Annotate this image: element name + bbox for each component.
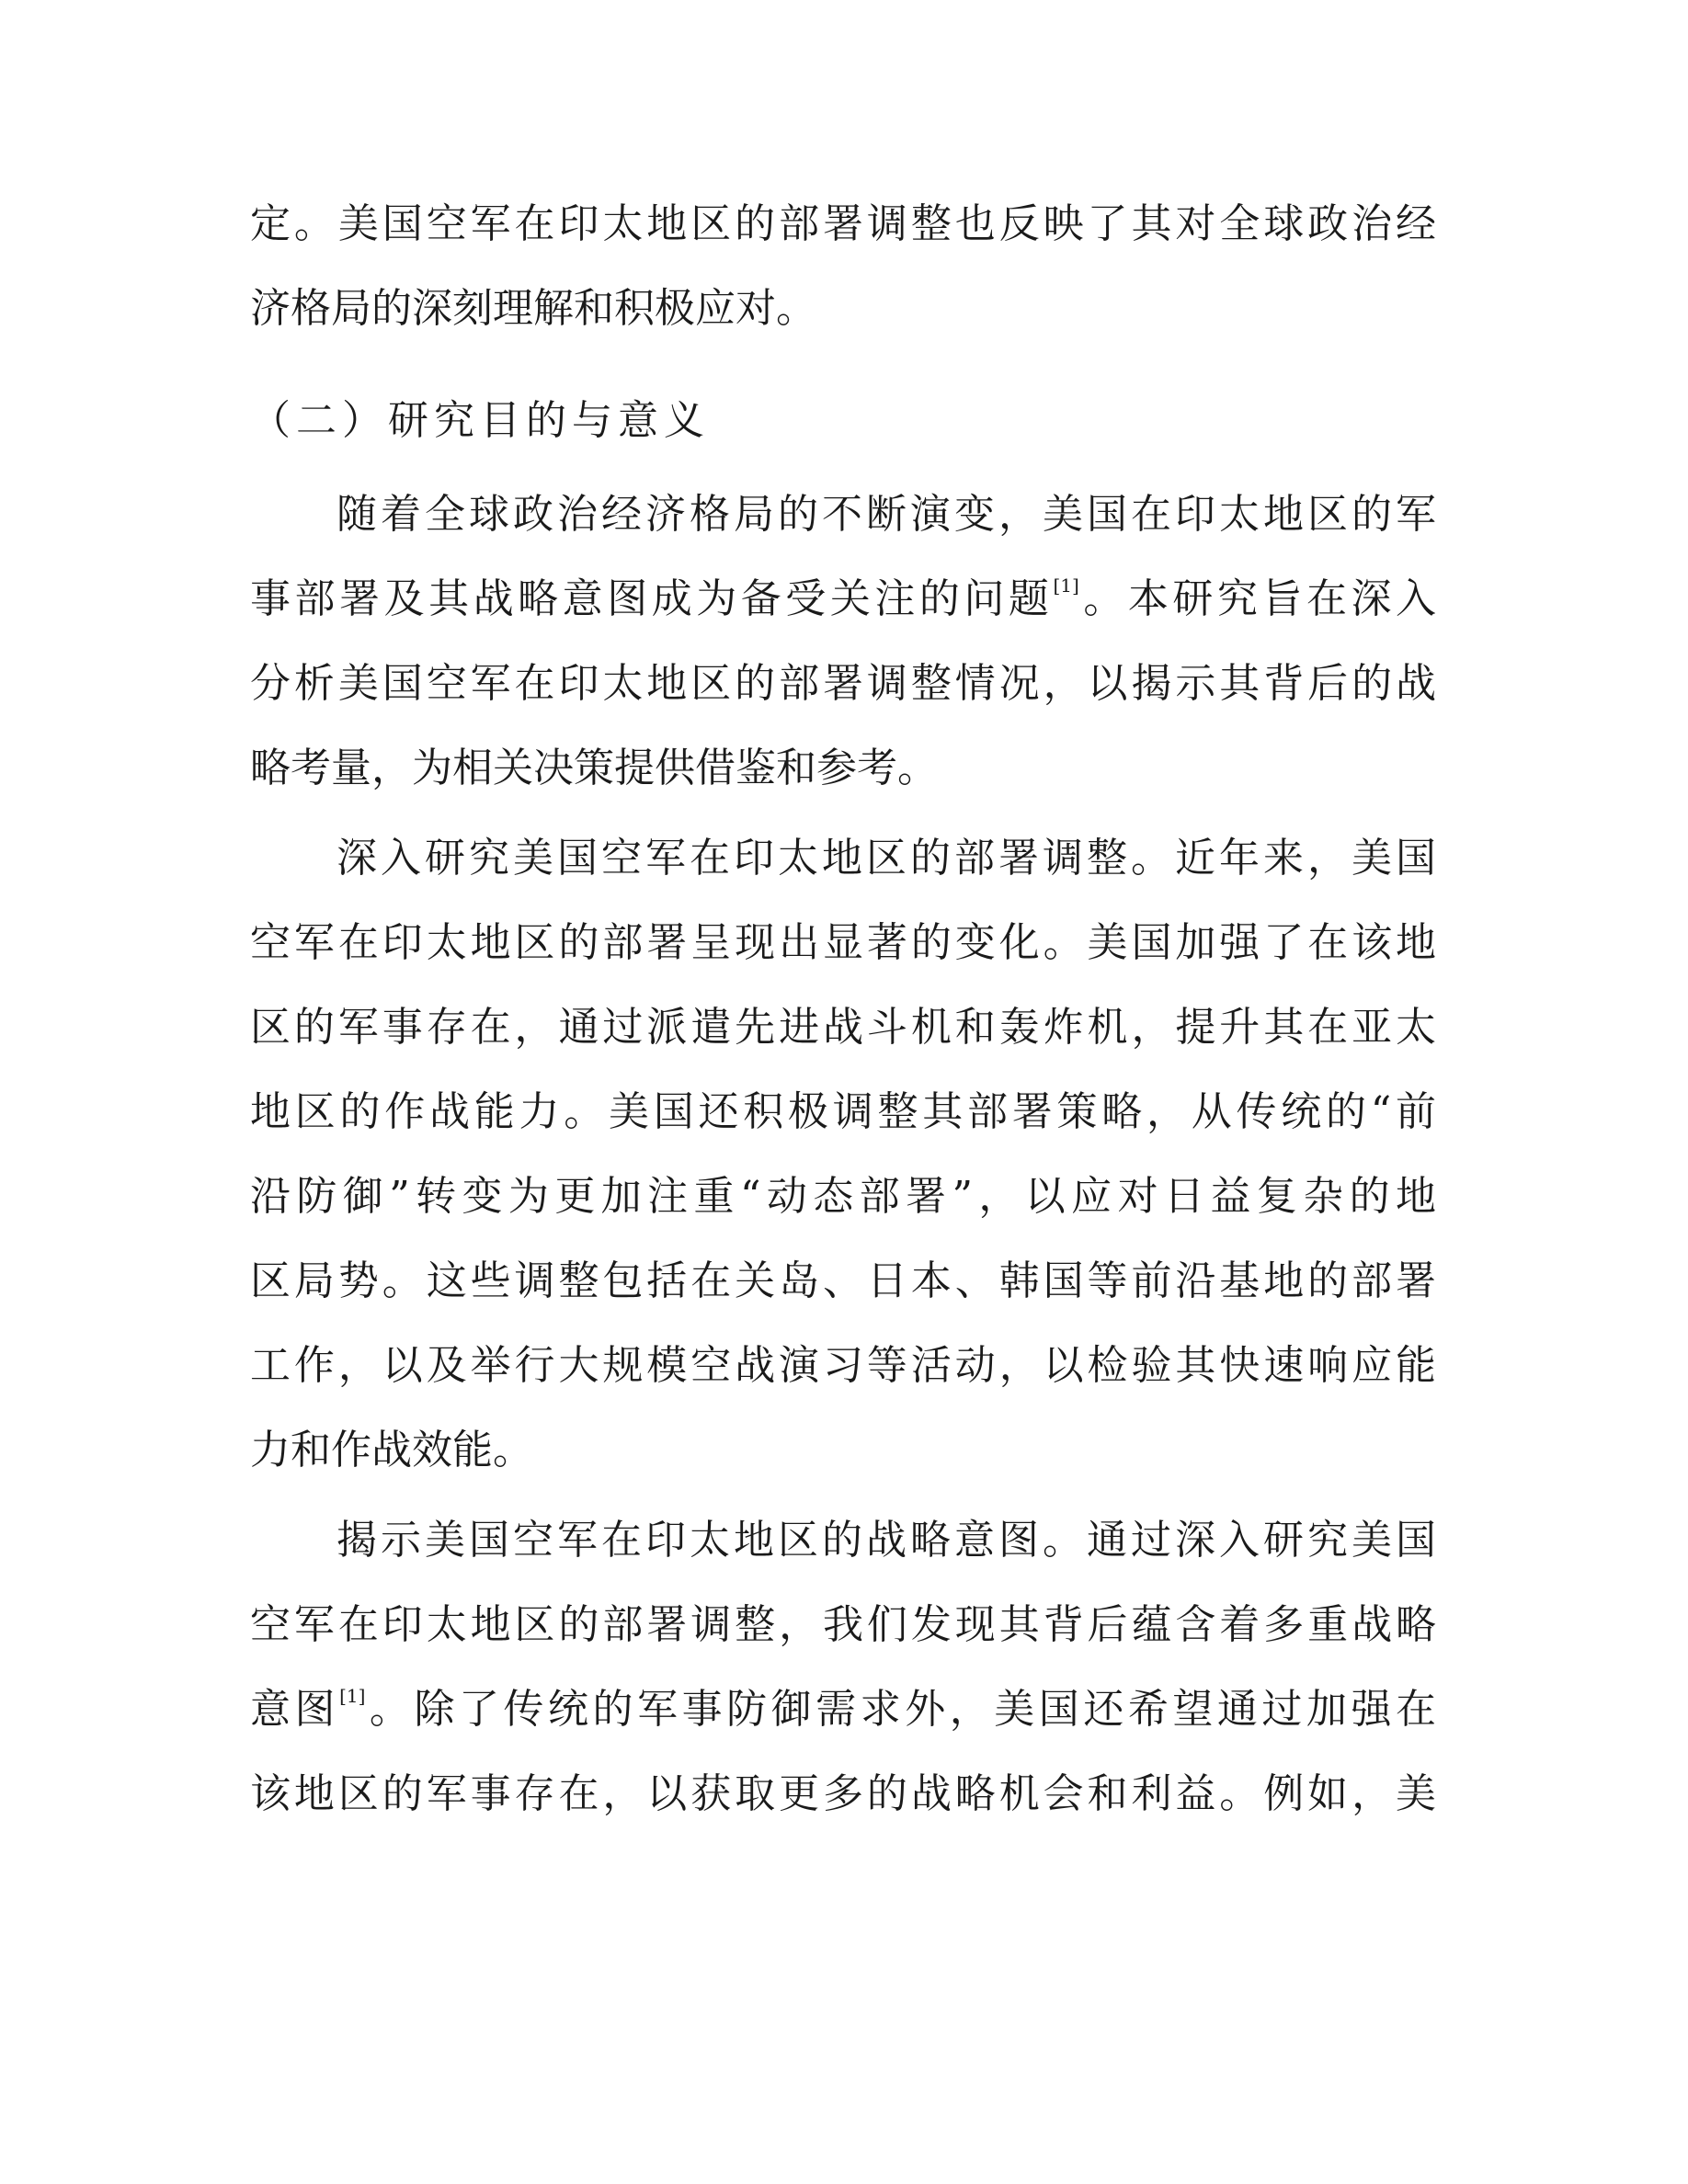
text-line: 力和作战效能。 [250,1427,533,1473]
text-line: 揭示美国空军在印太地区的战略意图。通过深入研究美国 [336,1517,1436,1564]
citation-ref: [1] [339,1685,366,1707]
text-line: 济格局的深刻理解和积极应对。 [250,285,816,332]
text-segment: 。除了传统的军事防御需求外，美国还希望通过加强在 [365,1686,1437,1733]
text-segment: 。本研究旨在深入 [1078,575,1436,622]
text-line: 随着全球政治经济格局的不断演变，美国在印太地区的军 [336,491,1436,538]
text-line: 工作，以及举行大规模空战演习等活动，以检验其快速响应能 [250,1342,1436,1389]
citation-ref: [1] [1053,574,1079,597]
text-segment: 事部署及其战略意图成为备受关注的问题 [250,575,1054,622]
text-line: 沿防御”转变为更加注重“动态部署”，以应对日益复杂的地 [250,1173,1436,1220]
text-line: 区的军事存在，通过派遣先进战斗机和轰炸机，提升其在亚太 [250,1004,1436,1051]
text-line: 区局势。这些调整包括在关岛、日本、韩国等前沿基地的部署 [250,1257,1436,1304]
text-line [250,1682,1436,1737]
text-line: 略考量，为相关决策提供借鉴和参考。 [250,745,938,791]
text-line: 深入研究美国空军在印太地区的部署调整。近年来，美国 [336,835,1436,882]
text-line: 空军在印太地区的部署呈现出显著的变化。美国加强了在该地 [250,919,1436,966]
text-line: 该地区的军事存在，以获取更多的战略机会和利益。例如，美 [250,1770,1436,1817]
section-heading: （二）研究目的与意义 [250,397,710,444]
text-line: 地区的作战能力。美国还积极调整其部署策略，从传统的“前 [250,1088,1436,1135]
text-segment: 意图 [250,1686,340,1733]
text-line: 分析美国空军在印太地区的部署调整情况，以揭示其背后的战 [250,660,1436,707]
text-line [250,572,1436,627]
text-line: 定。美国空军在印太地区的部署调整也反映了其对全球政治经 [250,200,1436,247]
text-line: 空军在印太地区的部署调整，我们发现其背后蕴含着多重战略 [250,1601,1436,1648]
